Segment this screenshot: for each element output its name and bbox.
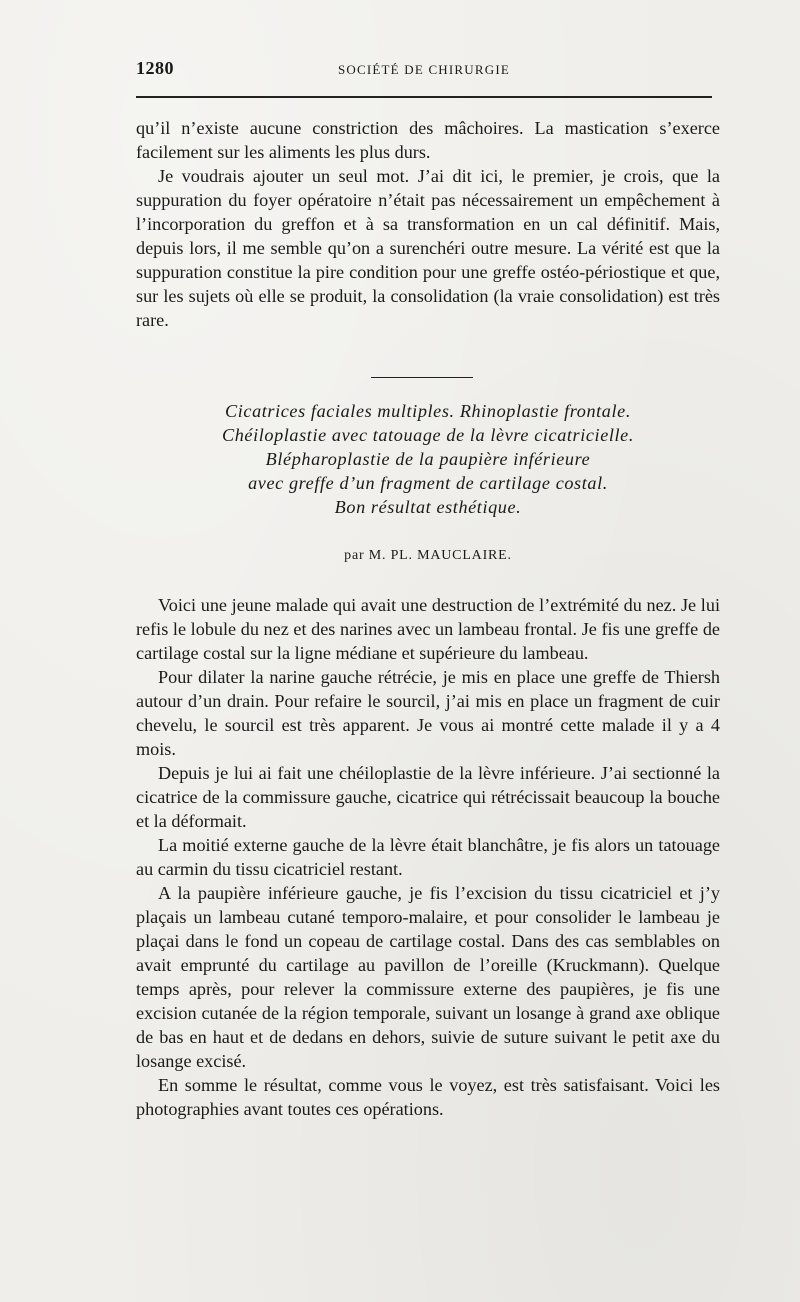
header-rule	[136, 96, 712, 98]
title-line: Cicatrices faciales multiples. Rhinoplastie frontale.	[225, 401, 631, 421]
paragraph: Depuis je lui ai fait une chéiloplastie de la lèvre inférieure. J’ai sectionné la cicatrice de la commissure gauche, cicatrice qui rétrécissait beaucoup la bouche et la déformait.	[136, 763, 720, 831]
running-head: SOCIÉTÉ DE CHIRURGIE	[337, 62, 511, 77]
paragraph: A la paupière inférieure gauche, je fis l’excision du tissu cicatriciel et j’y plaçais un lambeau cutané temporo-malaire, et pour consolider le lambeau je plaçai dans le fond un copeau de cartilage costal. Dans des cas semblables on avait emprunté du cartilage au pavillon de l’oreille (Kruckmann). Quelque temps après, pour relever la commissure externe des paupières, je fis une excision cutanée de la région temporale, suivant un losange à grand axe oblique de bas en haut et de dedans en dehors, suivie de suture suivant le petit axe du losange excisé.	[136, 883, 720, 1071]
title-line: avec greffe d’un fragment de cartilage costal.	[248, 473, 608, 493]
section-separator	[371, 377, 473, 378]
intro-text-block	[136, 116, 720, 332]
paragraph: La moitié externe gauche de la lèvre était blanchâtre, je fis alors un tatouage au carmin du tissu cicatriciel restant.	[136, 835, 720, 879]
title-line: Chéiloplastie avec tatouage de la lèvre cicatricielle.	[221, 425, 635, 445]
paragraph: En somme le résultat, comme vous le voyez, est très satisfaisant. Voici les photographies avant toutes ces opérations.	[136, 1075, 720, 1119]
article-author: par M. PL. MAUCLAIRE.	[344, 548, 512, 563]
paragraph: Je voudrais ajouter un seul mot. J’ai dit ici, le premier, je crois, que la suppuration du foyer opératoire n’était pas nécessairement un empêchement à l’incorporation du greffon et à sa transformation en un cal définitif. Mais, depuis lors, il me semble qu’on a surenchéri outre mesure. La vérité est que la suppuration constitue la pire condition pour une greffe ostéo-périostique et que, sur les sujets où elle se produit, la consolidation (la vraie consolidation) est très rare.	[136, 166, 720, 330]
paragraph: qu’il n’existe aucune constriction des mâchoires. La mastication s’exerce facilement sur les aliments les plus durs.	[136, 118, 720, 162]
article-body	[136, 593, 720, 1121]
paragraph: Voici une jeune malade qui avait une destruction de l’extrémité du nez. Je lui refis le lobule du nez et des narines avec un lambeau frontal. Je fis une greffe de cartilage costal sur la ligne médiane et supérieure du lambeau.	[136, 595, 720, 663]
title-line: Blépharoplastie de la paupière inférieure	[265, 449, 591, 469]
title-line: Bon résultat esthétique.	[334, 497, 522, 517]
page-header	[136, 58, 712, 88]
paragraph: Pour dilater la narine gauche rétrécie, je mis en place une greffe de Thiersh autour d’un drain. Pour refaire le sourcil, j’ai mis en place un fragment de cuir chevelu, le sourcil est très apparent. Je vous ai montré cette malade il y a 4 mois.	[136, 667, 720, 759]
article-title	[136, 399, 720, 519]
page-number: 1280	[136, 58, 174, 78]
